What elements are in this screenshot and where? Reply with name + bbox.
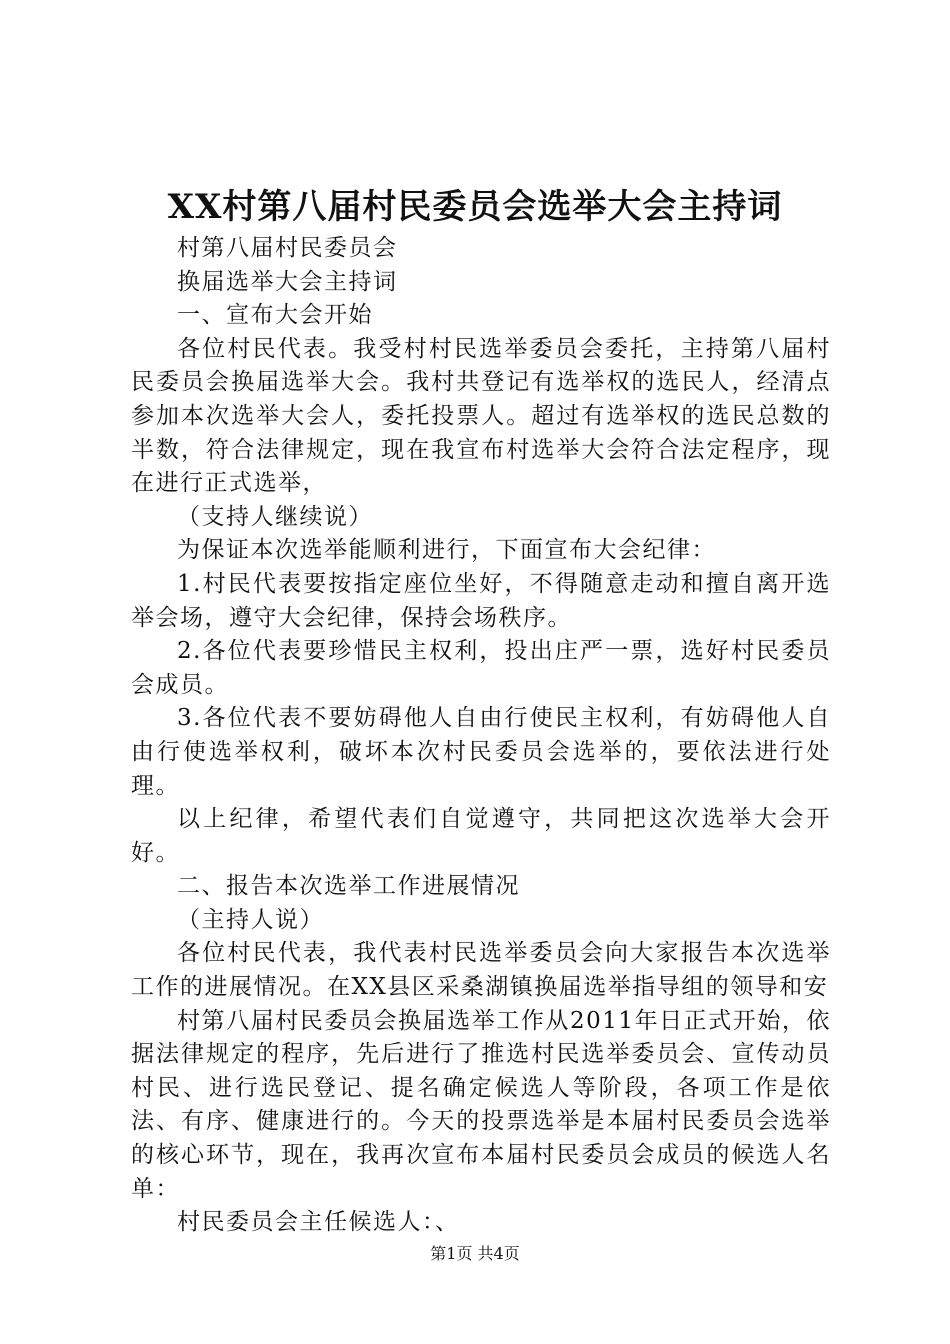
subtitle-line-2: 换届选举大会主持词 bbox=[177, 268, 398, 295]
document-body bbox=[131, 232, 831, 1240]
paragraph: 以上纪律，希望代表们自觉遵守，共同把这次选举大会开好。 bbox=[131, 806, 831, 866]
section-heading-2: 二、报告本次选举工作进展情况 bbox=[177, 873, 520, 900]
paragraph: 村第八届村民委员会换届选举工作从2011年日正式开始，依据法律规定的程序，先后进行了推选村民选举委员会、宣传动员村民、进行选民登记、提名确定候选人等阶段，各项工作是依法、有序、健康进行的。今天的投票选举是本届村民委员会选举的核心环节，现在，我再次宣布本届村民委员会成员的候选人名单： bbox=[131, 1007, 831, 1202]
paragraph: （主持人说） bbox=[177, 906, 324, 933]
paragraph: 村民委员会主任候选人：、 bbox=[177, 1209, 460, 1236]
paragraph: （支持人继续说） bbox=[177, 503, 373, 530]
paragraph: 为保证本次选举能顺利进行，下面宣布大会纪律： bbox=[177, 537, 716, 564]
document-title: XX村第八届村民委员会选举大会主持词 bbox=[167, 187, 783, 227]
paragraph: 2.各位代表要珍惜民主权利，投出庄严一票，选好村民委员会成员。 bbox=[131, 638, 831, 698]
section-heading-1: 一、宣布大会开始 bbox=[177, 302, 373, 329]
paragraph: 3.各位代表不要妨碍他人自由行使民主权利，有妨碍他人自由行使选举权利，破坏本次村民委员会选举的，要依法进行处理。 bbox=[131, 705, 831, 799]
paragraph: 各位村民代表，我代表村民选举委员会向大家报告本次选举工作的进展情况。在XX县区采桑湖镇换届选举指导组的领导和安 bbox=[131, 940, 831, 1001]
page-footer: 第1页 共4页 bbox=[430, 1244, 520, 1263]
paragraph: 1.村民代表要按指定座位坐好，不得随意走动和擅自离开选举会场，遵守大会纪律，保持会场秩序。 bbox=[131, 570, 831, 631]
paragraph: 各位村民代表。我受村村民选举委员会委托，主持第八届村民委员会换届选举大会。我村共登记有选举权的选民人，经清点参加本次选举大会人，委托投票人。超过有选举权的选民总数的半数，符合法律规定，现在我宣布村选举大会符合法定程序，现在进行正式选举， bbox=[131, 335, 831, 497]
subtitle-line-1: 村第八届村民委员会 bbox=[177, 235, 398, 261]
